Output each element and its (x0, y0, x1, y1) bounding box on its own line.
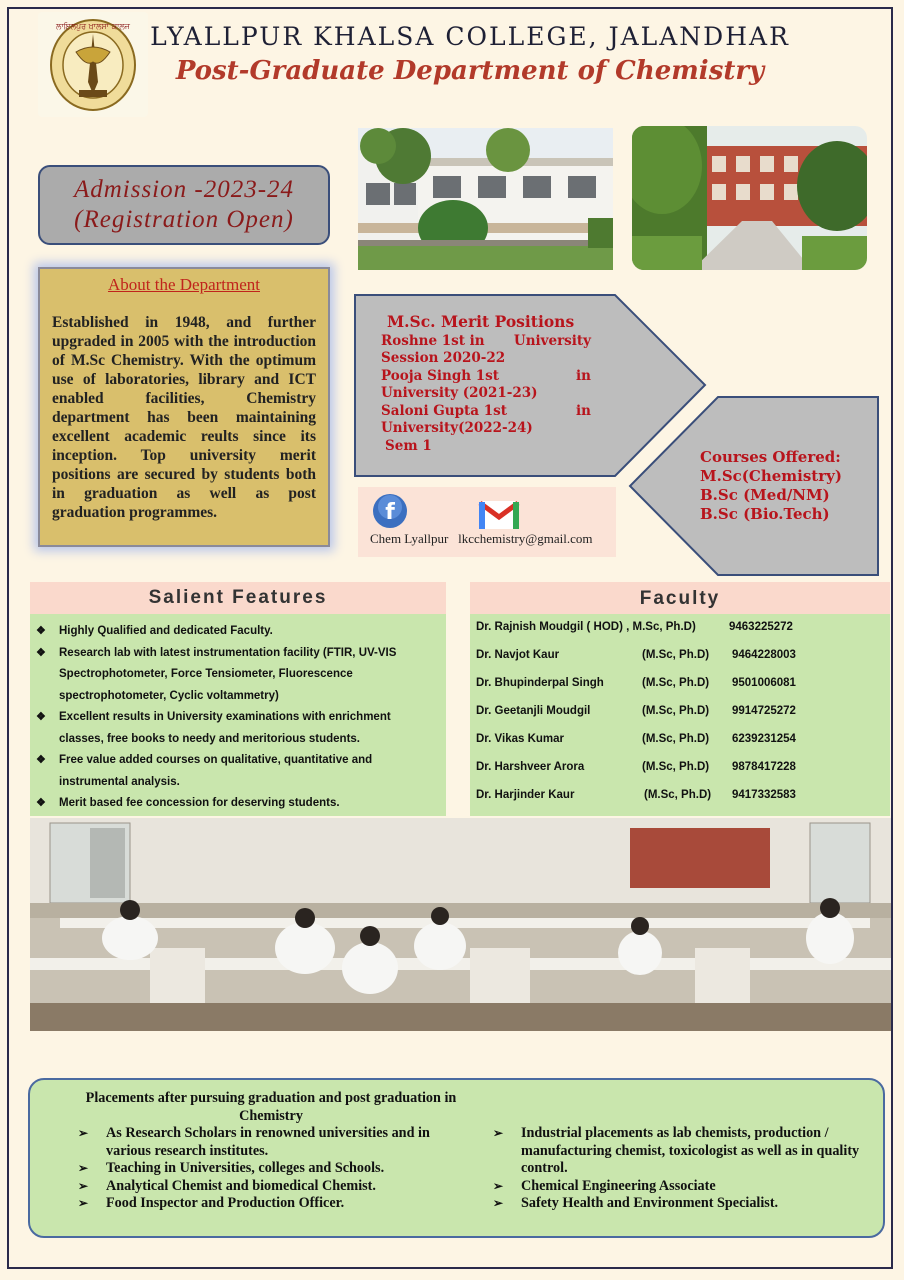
diamond-bullet-icon: ❖ (36, 711, 46, 723)
merit-line: University(2022-24) (381, 420, 533, 436)
placement-item: ➢ Teaching in Universities, colleges and Schools. (78, 1160, 385, 1176)
admission-line1: Admission -2023-24 (73, 176, 295, 203)
placement-item: ➢ Industrial placements as lab chemists, production / manufacturing chemist, toxicologist as well as in quality control. (493, 1125, 860, 1176)
arrow-bullet-icon: ➢ (493, 1178, 504, 1193)
diamond-bullet-icon: ❖ (36, 646, 46, 659)
email-address[interactable]: lkcchemistry@gmail.com (458, 531, 593, 546)
department-building-photo (358, 128, 613, 270)
feature-item: ❖ Research lab with latest instrumentation facility (FTIR, UV-VIS Spectrophotometer, Force Tensiometer, Fluorescence spectrophotometer, Cyclic voltammetry) (36, 643, 438, 708)
diamond-bullet-icon: ❖ (36, 797, 46, 809)
about-heading[interactable]: About the Department (107, 275, 260, 294)
placements-heading: Placements after pursuing graduation and post graduation in Chemistry (85, 1090, 457, 1124)
arrow-bullet-icon: ➢ (78, 1161, 89, 1175)
placement-item: ➢ Chemical Engineering Associate (493, 1177, 716, 1194)
arrow-bullet-icon: ➢ (493, 1126, 504, 1140)
placement-item: ➢ Food Inspector and Production Officer. (78, 1195, 345, 1211)
placement-item: ➢ Safety Health and Environment Specialist. (493, 1195, 779, 1211)
campus-garden-photo (632, 126, 867, 270)
course-item: M.Sc(Chemistry) (700, 467, 842, 485)
feature-item: ❖ Excellent results in University examinations with enrichment classes, free books to needy and meritorious students. (36, 707, 438, 750)
arrow-bullet-icon: ➢ (78, 1178, 89, 1193)
salient-features-list (30, 614, 446, 816)
merit-line: University (2021-23) (381, 385, 538, 401)
courses-heading: Courses Offered: (700, 448, 841, 466)
diamond-bullet-icon: ❖ (36, 754, 46, 766)
course-item: B.Sc (Med/NM) (700, 486, 830, 504)
merit-heading: M.Sc. Merit Positions (387, 312, 575, 331)
college-logo (38, 12, 148, 117)
about-department-panel (38, 267, 330, 547)
facebook-icon[interactable] (372, 493, 408, 529)
svg-text:f: f (385, 500, 395, 525)
facebook-handle[interactable]: Chem Lyallpur (370, 531, 449, 546)
placements-panel (28, 1078, 885, 1238)
chemistry-lab-photo (30, 818, 891, 1031)
merit-line: Session 2020-22 (381, 350, 506, 366)
department-title: Post-Graduate Department of Chemistry (175, 56, 765, 86)
placement-item: ➢ Analytical Chemist and biomedical Chemist. (78, 1177, 376, 1194)
admission-line2: (Registration Open) (74, 206, 294, 233)
faculty-list: Dr. Rajnish Moudgil ( HOD) , M.Sc, Ph.D) 9463225272 Dr. Navjot Kaur (M.Sc, Ph.D) 9464228003 Dr. Bhupinderpal Singh (M.Sc, Ph.D) 9501006081 Dr. Geetanjli Moudgil (M.Sc, Ph.D) 9914725272 Dr. Vikas Kumar (M.Sc, Ph.D) 6239231254 Dr. Harshveer Arora (M.Sc, Ph.D) 9878417228 Dr. Harjinder Kaur (M.Sc, Ph.D) 9417332583 (470, 614, 890, 816)
merit-line: Saloni Gupta 1st in (381, 402, 591, 419)
placement-item: ➢ As Research Scholars in renowned universities and in various research institutes. (78, 1125, 430, 1159)
gmail-icon[interactable] (478, 499, 520, 531)
diamond-bullet-icon: ❖ (36, 625, 46, 637)
college-title: LYALLPUR KHALSA COLLEGE, JALANDHAR (150, 22, 790, 51)
feature-item: ❖ Free value added courses on qualitative, quantitative and instrumental analysis. (36, 750, 438, 793)
admission-badge (38, 165, 330, 245)
faculty-heading: Faculty (470, 582, 890, 614)
merit-line: Roshne 1st in University (381, 332, 591, 349)
merit-line: Pooja Singh 1st in (381, 367, 591, 384)
feature-item: ❖ Merit based fee concession for deserving students. (36, 793, 438, 815)
salient-features-heading: Salient Features (30, 582, 446, 614)
contact-panel (358, 487, 616, 557)
about-text: Established in 1948, and further upgraded in 2005 with the introduction of M.Sc Chemistry. With the optimum use of laboratories, library and ICT enabled facilities, Chemistry department has been maintaining excellent academic reults since its inception. Top university merit positions are secured by students both in graduation as well as post graduation programmes. (52, 314, 316, 521)
courses-offered-panel (628, 395, 880, 577)
feature-item: ❖ Highly Qualified and dedicated Faculty. (36, 621, 438, 643)
merit-line: Sem 1 (385, 437, 432, 454)
arrow-bullet-icon: ➢ (78, 1126, 89, 1140)
arrow-bullet-icon: ➢ (493, 1196, 504, 1210)
course-item: B.Sc (Bio.Tech) (700, 505, 830, 523)
arrow-bullet-icon: ➢ (78, 1196, 89, 1210)
logo-text: ਲਾਇਲਪੁਰ ਖ਼ਾਲਸਾ ਕਾਲਜ (55, 22, 131, 31)
contact-labels (370, 531, 592, 547)
